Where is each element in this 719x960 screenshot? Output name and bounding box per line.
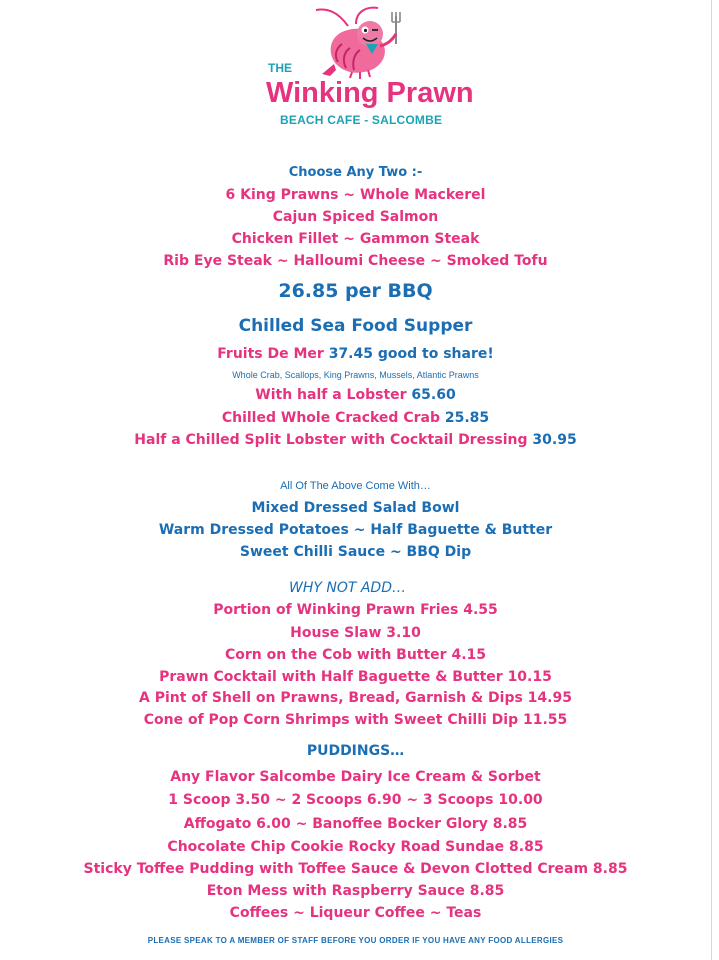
split-lobster-price: 30.95 bbox=[532, 432, 577, 448]
whole-crab-price: 25.85 bbox=[444, 410, 490, 426]
bbq-item: Cajun Spiced Salmon bbox=[272, 209, 439, 225]
bbq-item: Chicken Fillet ~ Gammon Steak bbox=[231, 231, 480, 247]
fruits-de-mer-label: Fruits De Mer bbox=[217, 346, 324, 362]
split-lobster-line bbox=[0, 433, 711, 447]
logo-the: THE bbox=[268, 61, 292, 75]
pudding-item: Any Flavor Salcombe Dairy Ice Cream & Sorbet bbox=[170, 769, 541, 785]
pudding-item: Sticky Toffee Pudding with Toffee Sauce & Devon Clotted Cream 8.85 bbox=[83, 861, 628, 877]
half-lobster-price: 65.60 bbox=[411, 387, 456, 403]
pudding-item: 1 Scoop 3.50 ~ 2 Scoops 6.90 ~ 3 Scoops 10.00 bbox=[168, 792, 543, 808]
whole-crab-line bbox=[0, 411, 711, 425]
bbq-item: 6 King Prawns ~ Whole Mackerel bbox=[225, 187, 486, 203]
extra-item: Portion of Winking Prawn Fries 4.55 bbox=[213, 602, 498, 618]
extras-heading: WHY NOT ADD… bbox=[288, 580, 406, 596]
extra-item: Corn on the Cob with Butter 4.15 bbox=[224, 647, 487, 663]
logo-subtitle: BEACH CAFE - SALCOMBE bbox=[280, 113, 443, 127]
half-lobster-line bbox=[0, 388, 711, 402]
extra-item: House Slaw 3.10 bbox=[290, 625, 421, 641]
bbq-item: Rib Eye Steak ~ Halloumi Cheese ~ Smoked Tofu bbox=[163, 253, 548, 269]
seafood-heading: Chilled Sea Food Supper bbox=[238, 316, 473, 336]
split-lobster-label: Half a Chilled Split Lobster with Cocktail Dressing bbox=[134, 432, 528, 448]
allergy-notice: PLEASE SPEAK TO A MEMBER OF STAFF BEFORE YOU ORDER IF YOU HAVE ANY FOOD ALLERGIES bbox=[147, 936, 564, 945]
whole-crab-label: Chilled Whole Cracked Crab bbox=[221, 410, 440, 426]
fruits-de-mer-price: 37.45 good to share! bbox=[328, 346, 494, 362]
prawn-mascot-icon bbox=[308, 4, 418, 80]
half-lobster-label: With half a Lobster bbox=[255, 387, 407, 403]
extra-item: A Pint of Shell on Prawns, Bread, Garnish & Dips 14.95 bbox=[139, 690, 572, 706]
extra-item: Prawn Cocktail with Half Baguette & Butter 10.15 bbox=[159, 669, 552, 685]
side-item: Sweet Chilli Sauce ~ BBQ Dip bbox=[239, 544, 472, 560]
pudding-item: Affogato 6.00 ~ Banoffee Bocker Glory 8.85 bbox=[183, 816, 528, 832]
pudding-item: Eton Mess with Raspberry Sauce 8.85 bbox=[206, 883, 505, 899]
pudding-item: Coffees ~ Liqueur Coffee ~ Teas bbox=[229, 905, 482, 921]
side-item: Mixed Dressed Salad Bowl bbox=[251, 500, 460, 516]
logo-title: Winking Prawn bbox=[266, 77, 474, 109]
extra-item: Cone of Pop Corn Shrimps with Sweet Chilli Dip 11.55 bbox=[143, 712, 568, 728]
puddings-heading: PUDDINGS… bbox=[306, 743, 405, 759]
pudding-item: Chocolate Chip Cookie Rocky Road Sundae 8.85 bbox=[167, 839, 544, 855]
sides-heading: All Of The Above Come With… bbox=[280, 480, 431, 492]
fruits-de-mer-line bbox=[0, 347, 711, 361]
bbq-price: 26.85 per BBQ bbox=[278, 280, 433, 302]
side-item: Warm Dressed Potatoes ~ Half Baguette & Butter bbox=[158, 522, 553, 538]
fruits-de-mer-note: Whole Crab, Scallops, King Prawns, Mussels, Atlantic Prawns bbox=[232, 370, 479, 380]
bbq-heading: Choose Any Two :- bbox=[288, 165, 423, 180]
